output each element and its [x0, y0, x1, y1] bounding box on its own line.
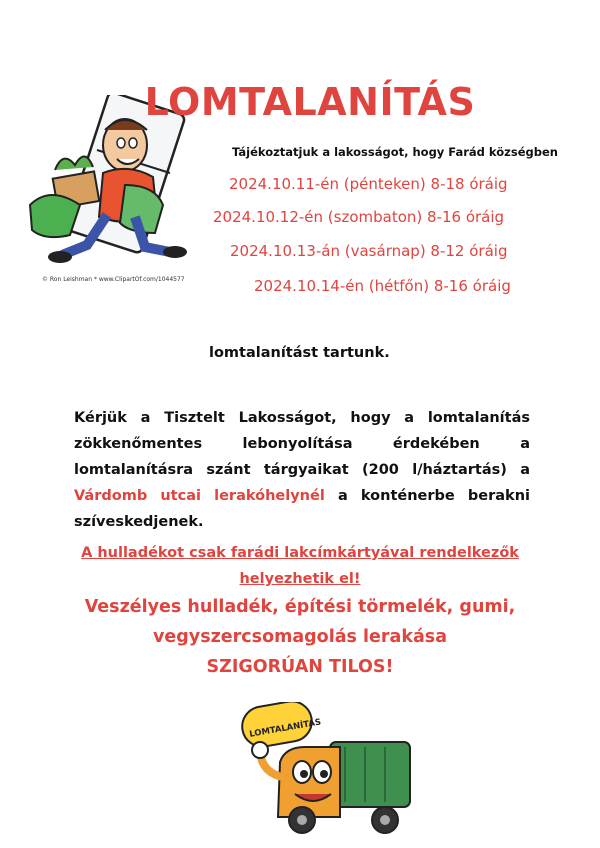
request-paragraph [74, 405, 530, 535]
page-title: LOMTALANÍTÁS [144, 80, 476, 124]
garbage-truck-icon [240, 702, 430, 842]
date-line: 2024.10.12-én (szombaton) 8-16 óráig [213, 208, 505, 226]
date-line: 2024.10.11-én (pénteken) 8-18 óráig [229, 175, 508, 193]
date-line: 2024.10.13-án (vasárnap) 8-12 óráig [230, 242, 508, 260]
prohibition-warning [40, 592, 560, 682]
location-highlight: Várdomb utcai lerakóhelynél [74, 488, 325, 504]
image-credit: © Ron Leishman * www.ClipartOf.com/1044577 [42, 276, 185, 283]
warning-line-3: SZIGORÚAN TILOS! [206, 657, 394, 677]
paragraph-part2: a konténerbe berakni szíveskedjenek. [74, 488, 530, 530]
warning-line-1: Veszélyes hulladék, építési törmelék, gumi, [84, 597, 516, 617]
warning-line-2: vegyszercsomagolás lerakása [152, 627, 447, 647]
truck-sign-text: LOMTALANÍTÁS [248, 717, 322, 740]
announcement-line: lomtalanítást tartunk. [209, 345, 390, 361]
paragraph-part1: Kérjük a Tisztelt Lakosságot, hogy a lomtalanítás zökkenőmentes lebonyolítása érdekében a lomtalanításra szánt tárgyaikat (200 l/háztartás) a [74, 410, 530, 478]
date-line: 2024.10.14-én (hétfőn) 8-16 óráig [254, 277, 511, 295]
residency-notice: A hulladékot csak farádi lakcímkártyával rendelkezők helyezhetik el! [81, 545, 519, 587]
intro-text: Tájékoztatjuk a lakosságot, hogy Farád községben [232, 145, 558, 159]
